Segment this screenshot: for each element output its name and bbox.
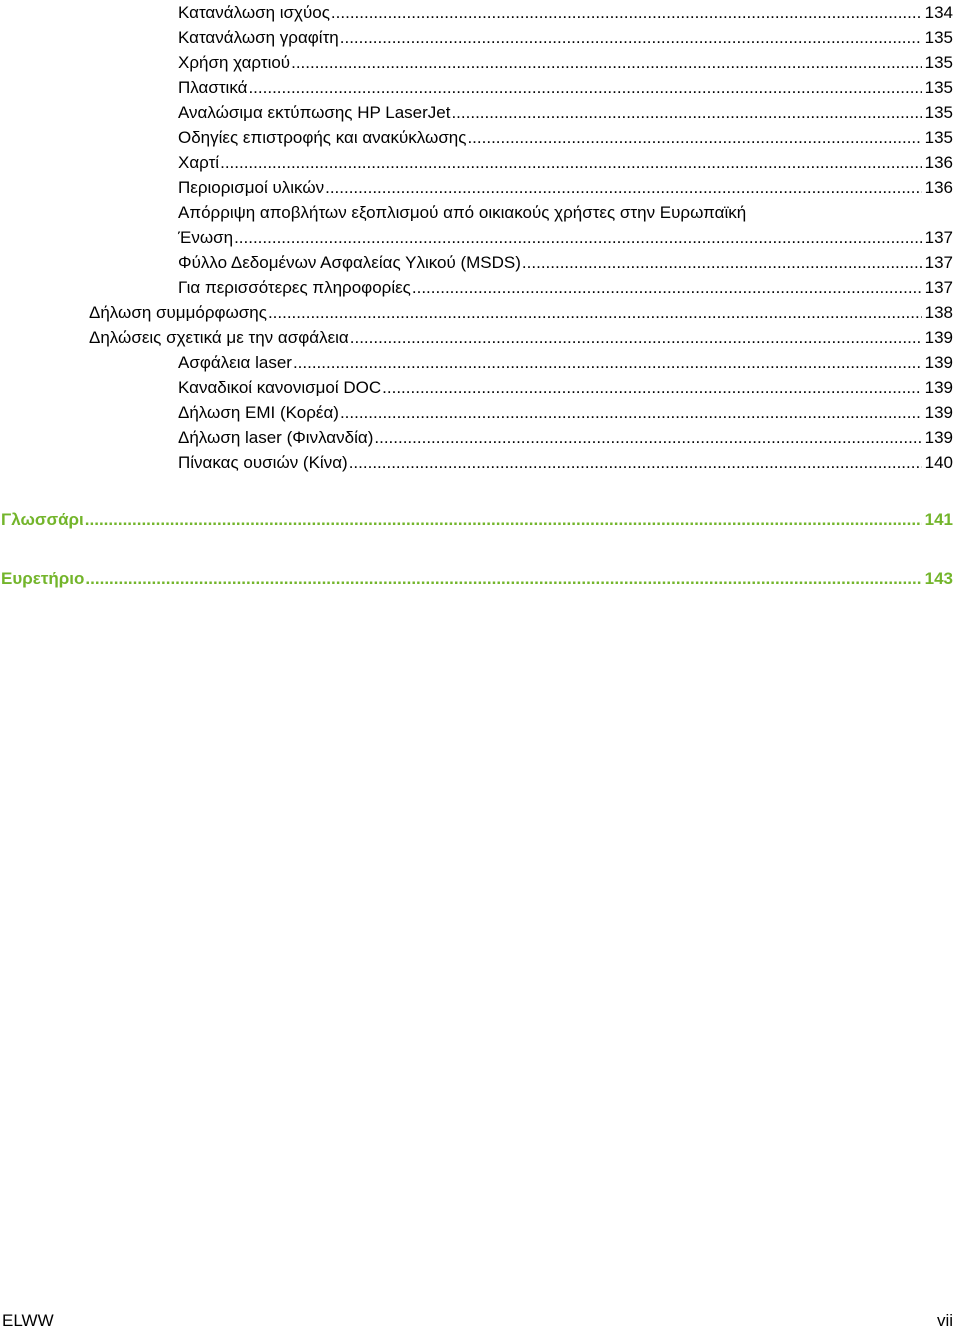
toc-entry-title: Πίνακας ουσιών (Κίνα) xyxy=(178,453,348,472)
toc-entry[interactable] xyxy=(0,375,953,400)
dot-leader xyxy=(220,150,922,175)
toc-entry-title: Πλαστικά xyxy=(178,78,248,97)
toc-entry-link[interactable] xyxy=(89,300,953,325)
toc-entry-page: 136 xyxy=(924,178,953,197)
toc-entry-title: Δήλωση συμμόρφωσης xyxy=(89,303,267,322)
toc-entry-page: 135 xyxy=(924,28,953,47)
toc-entry[interactable] xyxy=(0,350,953,375)
toc-entry-link[interactable] xyxy=(178,450,953,475)
dot-leader xyxy=(382,375,921,400)
toc-entry-link[interactable] xyxy=(178,150,953,175)
toc-entry-title: Χρήση χαρτιού xyxy=(178,53,291,72)
toc-entry-link[interactable] xyxy=(178,275,953,300)
dot-leader xyxy=(85,507,922,532)
toc-entry-title: Για περισσότερες πληροφορίες xyxy=(178,278,411,297)
toc-entry-link[interactable] xyxy=(178,0,953,25)
toc-entry-page: 139 xyxy=(924,428,953,447)
toc-entry[interactable] xyxy=(0,450,953,475)
toc-entry[interactable] xyxy=(0,325,953,350)
toc-entry-link[interactable] xyxy=(178,350,953,375)
toc-entry-link[interactable] xyxy=(178,250,953,275)
toc-entry-page: 140 xyxy=(924,453,953,472)
footer-page-number: vii xyxy=(936,1311,953,1330)
toc-entry-title: Αναλώσιμα εκτύπωσης HP LaserJet xyxy=(178,103,451,122)
toc-entry[interactable] xyxy=(0,175,953,200)
dot-leader xyxy=(291,50,922,75)
toc-entry-page: 136 xyxy=(924,153,953,172)
toc-entry[interactable] xyxy=(0,250,953,275)
toc-chapter-index[interactable] xyxy=(0,566,953,591)
toc-entry-title: Περιορισμοί υλικών xyxy=(178,178,325,197)
toc-entry-page: 139 xyxy=(924,403,953,422)
toc-chapter-link[interactable] xyxy=(1,507,953,532)
dot-leader xyxy=(340,400,922,425)
dot-leader xyxy=(268,300,922,325)
toc-entry-link[interactable] xyxy=(89,325,953,350)
toc-entry[interactable] xyxy=(0,425,953,450)
toc-entry-title-line1[interactable]: Απόρριψη αποβλήτων εξοπλισμού από οικιακούς χρήστες στην Ευρωπαϊκή xyxy=(178,203,747,222)
toc-entry-link[interactable] xyxy=(178,75,953,100)
dot-leader xyxy=(350,325,922,350)
toc-entry[interactable] xyxy=(0,275,953,300)
toc-entry-page: 139 xyxy=(924,353,953,372)
dot-leader xyxy=(331,0,922,25)
toc-entry-link[interactable] xyxy=(178,50,953,75)
toc-entry-page: 137 xyxy=(924,278,953,297)
toc-entry-title: Καναδικοί κανονισμοί DOC xyxy=(178,378,382,397)
toc-entry-title: Οδηγίες επιστροφής και ανακύκλωσης xyxy=(178,128,467,147)
toc-entry-page: 135 xyxy=(924,103,953,122)
dot-leader xyxy=(85,566,921,591)
toc-entry-page: 139 xyxy=(924,328,953,347)
toc-entry-title: Κατανάλωση ισχύος xyxy=(178,3,330,22)
toc-chapter-page: 141 xyxy=(924,510,953,529)
toc-entry-title: Δηλώσεις σχετικά με την ασφάλεια xyxy=(89,328,349,347)
toc-entry-page: 138 xyxy=(924,303,953,322)
dot-leader xyxy=(234,225,922,250)
toc-entry-title: Δήλωση EMI (Κορέα) xyxy=(178,403,339,422)
toc-entry-page: 137 xyxy=(924,253,953,272)
dot-leader xyxy=(467,125,921,150)
toc-entry[interactable] xyxy=(0,150,953,175)
toc-chapter-title: Ευρετήριο xyxy=(1,569,85,588)
toc-entry-link[interactable] xyxy=(178,125,953,150)
toc-chapter-title: Γλωσσάρι xyxy=(1,510,84,529)
toc-chapter-glossary[interactable] xyxy=(0,507,953,532)
toc-entry[interactable] xyxy=(0,75,953,100)
toc-entry-page: 135 xyxy=(924,78,953,97)
toc-entry[interactable] xyxy=(0,25,953,50)
toc-entry-page: 139 xyxy=(924,378,953,397)
toc-entry-link[interactable] xyxy=(178,425,953,450)
dot-leader xyxy=(248,75,921,100)
dot-leader xyxy=(349,450,922,475)
toc-entry-page: 134 xyxy=(924,3,953,22)
dot-leader xyxy=(325,175,922,200)
dot-leader xyxy=(374,425,921,450)
toc-entry[interactable] xyxy=(0,50,953,75)
toc-chapter-page: 143 xyxy=(924,569,953,588)
toc-entry-title: Κατανάλωση γραφίτη xyxy=(178,28,339,47)
dot-leader xyxy=(293,350,922,375)
toc-entry[interactable] xyxy=(0,300,953,325)
toc-chapter-link[interactable] xyxy=(1,566,953,591)
toc-entry-title: Δήλωση laser (Φινλανδία) xyxy=(178,428,374,447)
toc-entry-page: 135 xyxy=(924,128,953,147)
dot-leader xyxy=(522,250,922,275)
toc-entry-title: Ασφάλεια laser xyxy=(178,353,292,372)
dot-leader xyxy=(340,25,922,50)
toc-entry-link[interactable] xyxy=(178,100,953,125)
toc-entry-page: 135 xyxy=(924,53,953,72)
toc-entry-link[interactable] xyxy=(178,400,953,425)
toc-entry-title: Φύλλο Δεδομένων Ασφαλείας Υλικού (MSDS) xyxy=(178,253,521,272)
toc-entry-page: 137 xyxy=(924,228,953,247)
toc-entry[interactable] xyxy=(0,400,953,425)
toc-entry-link[interactable] xyxy=(178,175,953,200)
toc-entry-link[interactable] xyxy=(178,375,953,400)
toc-entry[interactable] xyxy=(0,225,953,250)
toc-entry-title: Χαρτί xyxy=(178,153,220,172)
toc-entry[interactable] xyxy=(0,125,953,150)
toc-entry[interactable] xyxy=(0,100,953,125)
dot-leader xyxy=(451,100,921,125)
toc-entry[interactable] xyxy=(0,0,953,25)
toc-entry-link[interactable] xyxy=(178,225,953,250)
footer-doc-code: ELWW xyxy=(2,1311,54,1330)
toc-entry-title: Ένωση xyxy=(178,228,234,247)
dot-leader xyxy=(412,275,922,300)
toc-entry-link[interactable] xyxy=(178,25,953,50)
